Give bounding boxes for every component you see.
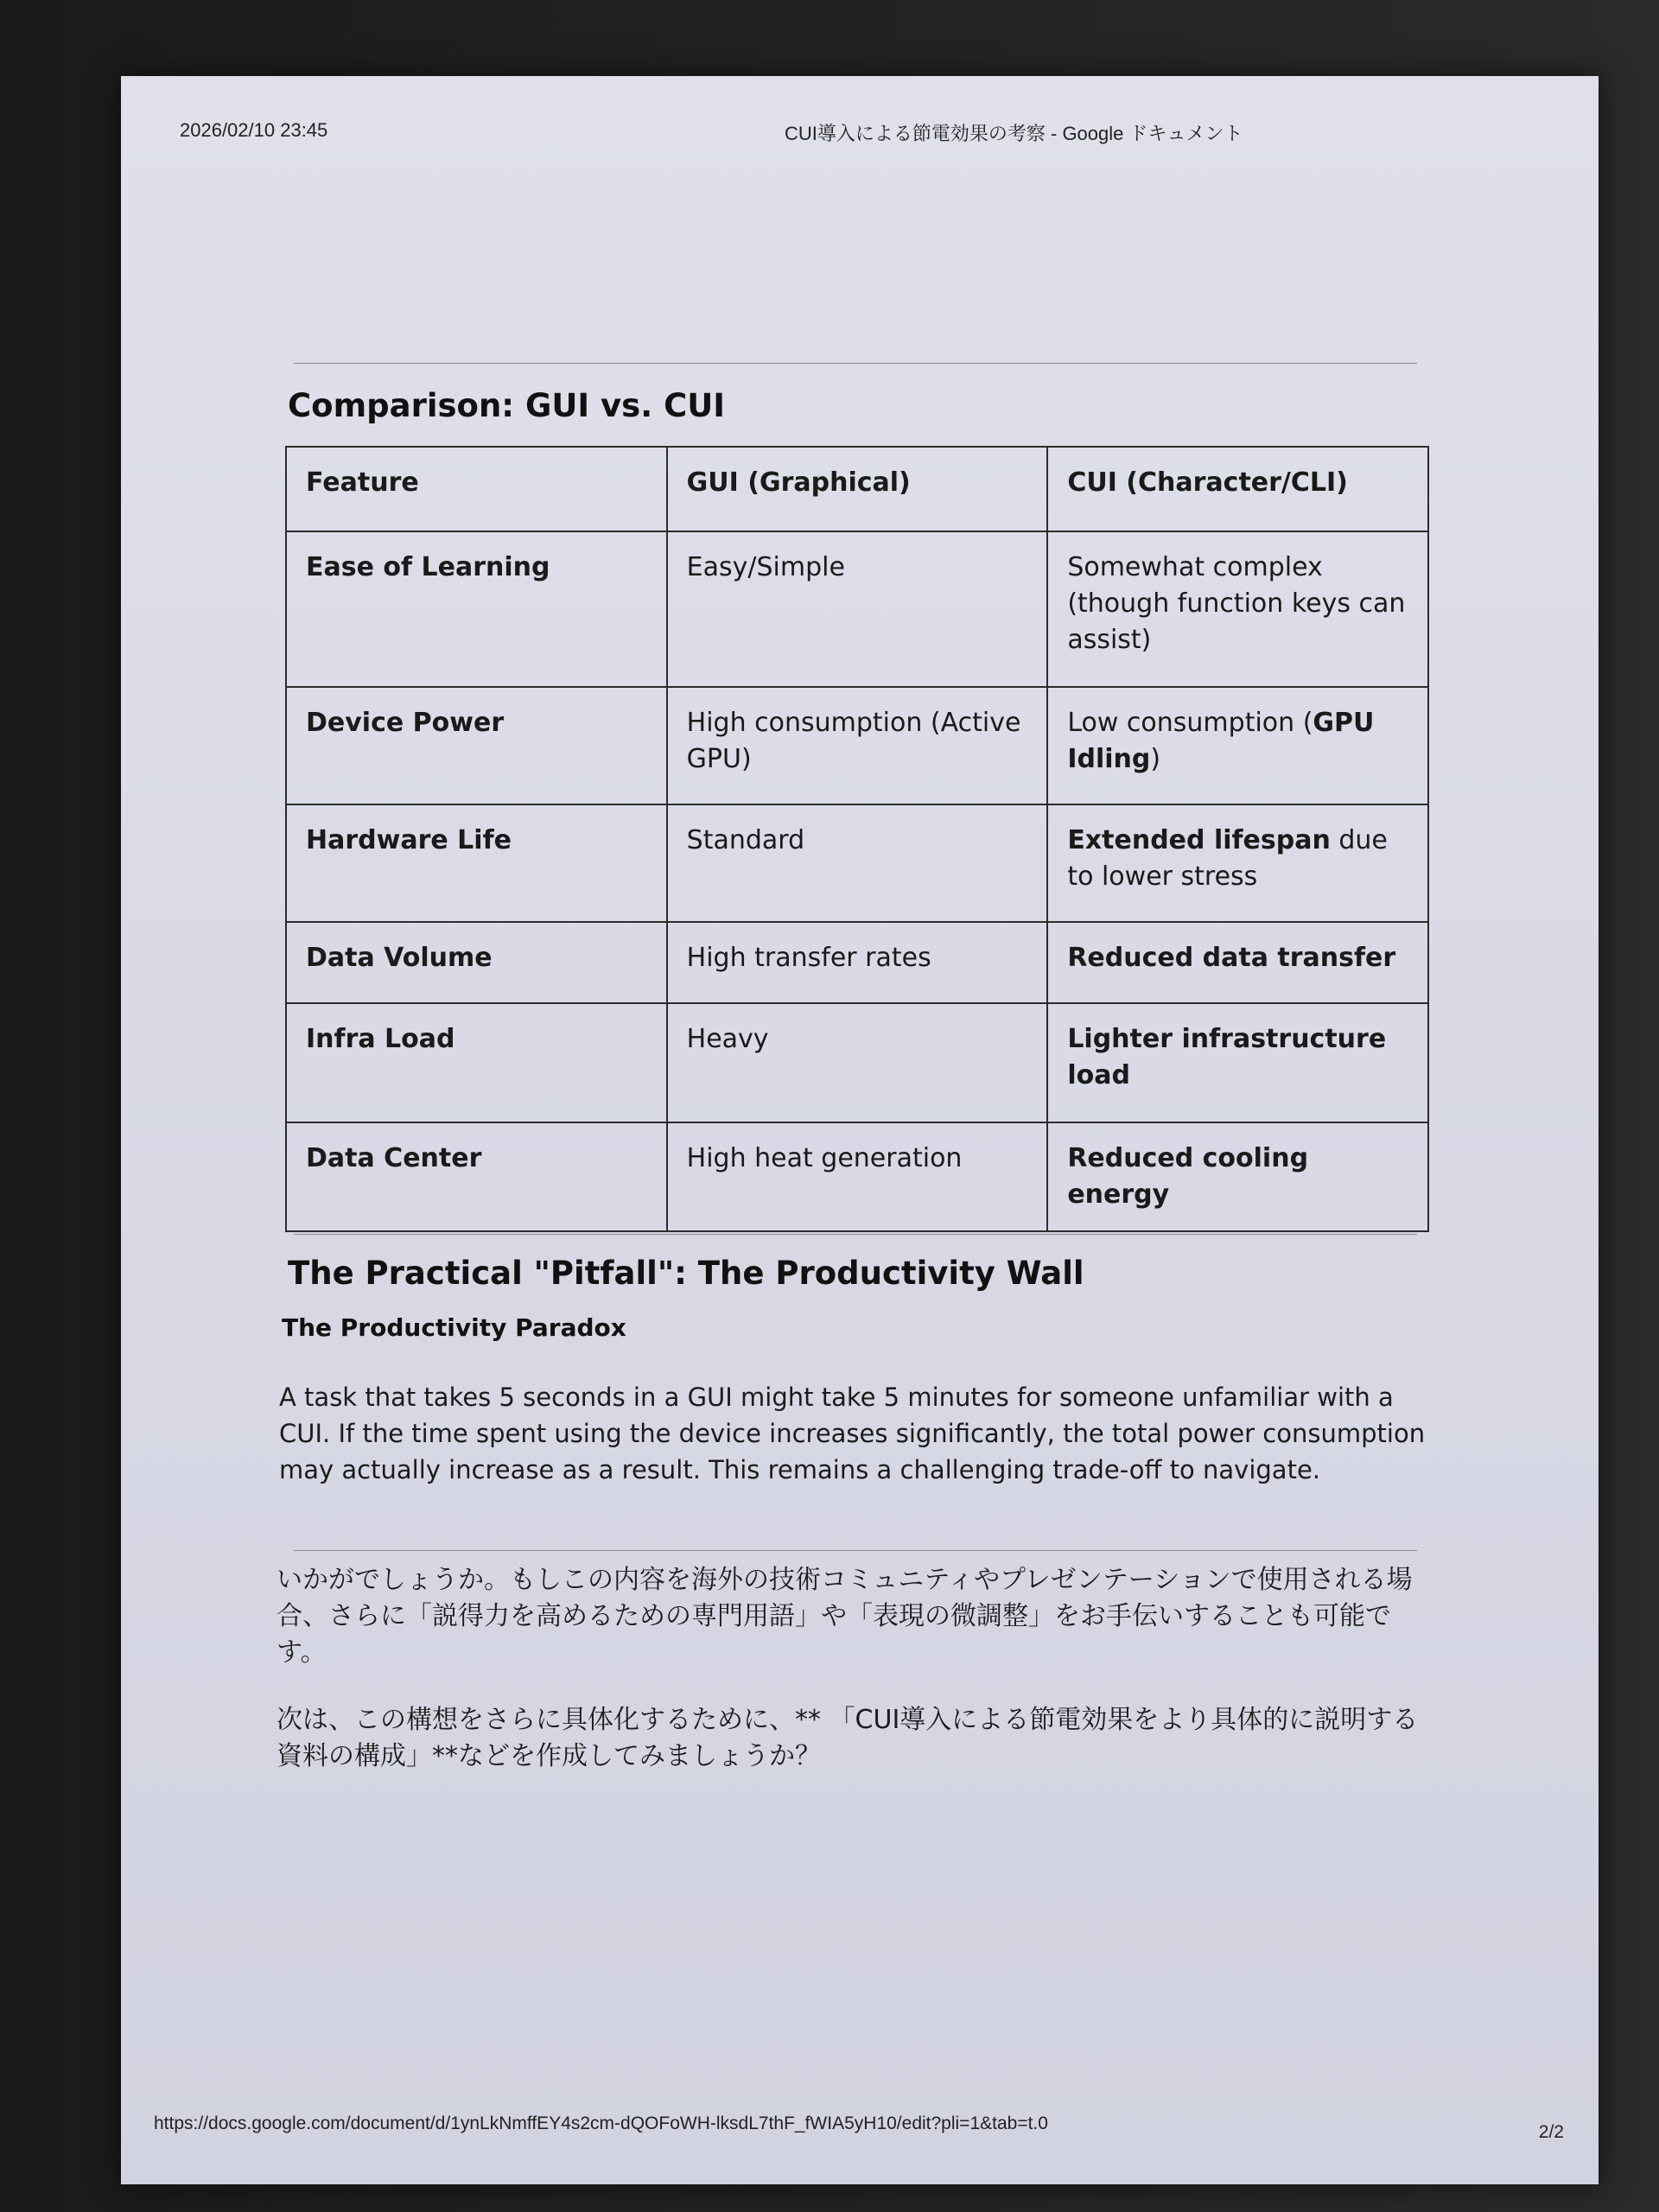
row-cui	[1047, 804, 1428, 922]
cui-text-bold: Extended lifespan	[1067, 825, 1331, 855]
row-feature: Hardware Life	[286, 804, 667, 922]
page-number: 2/2	[1538, 2122, 1564, 2142]
row-gui: Heavy	[667, 1003, 1048, 1122]
divider	[294, 363, 1417, 364]
row-cui	[1047, 687, 1428, 804]
row-gui: High consumption (Active GPU)	[667, 687, 1048, 804]
row-cui: Reduced cooling energy	[1047, 1122, 1428, 1231]
cui-text: )	[1150, 744, 1161, 774]
column-header-feature: Feature	[286, 447, 667, 531]
column-header-cui: CUI (Character/CLI)	[1047, 447, 1428, 531]
closing-paragraph-2: 次は、この構想をさらに具体化するために、** 「CUI導入による節電効果をより具体的に説明する資料の構成」**などを作成してみましょうか？	[276, 1705, 1419, 1771]
row-cui: Reduced data transfer	[1047, 922, 1428, 1003]
pitfall-subheading: The Productivity Paradox	[282, 1313, 626, 1342]
cui-text: Low consumption (	[1067, 708, 1313, 738]
table-header-row	[286, 447, 1428, 531]
comparison-heading: Comparison: GUI vs. CUI	[288, 387, 726, 424]
row-gui: Standard	[667, 804, 1048, 922]
print-date: 2026/02/10 23:45	[180, 119, 328, 141]
comparison-table	[285, 446, 1429, 1232]
table-row	[286, 1003, 1428, 1122]
row-feature: Data Volume	[286, 922, 667, 1003]
row-feature: Data Center	[286, 1122, 667, 1231]
pitfall-paragraph: A task that takes 5 seconds in a GUI might take 5 minutes for someone unfamiliar with a CUI. If the time spent using the device increases significantly, the total power consumption may actually increase as a result. This remains a challenging trade-off to navigate.	[279, 1382, 1426, 1484]
cui-text-bold: GPU Idling	[1067, 708, 1375, 774]
row-cui: Somewhat complex (though function keys can assist)	[1047, 531, 1428, 687]
print-document-title: CUI導入による節電効果の考察 - Google ドキュメント	[785, 123, 1243, 144]
table-row	[286, 1122, 1428, 1231]
column-header-gui: GUI (Graphical)	[667, 447, 1048, 531]
divider	[294, 1550, 1417, 1551]
table-row	[286, 804, 1428, 922]
print-header	[180, 119, 1540, 154]
table-row	[286, 531, 1428, 687]
row-cui: Lighter infrastructure load	[1047, 1003, 1428, 1122]
print-url: https://docs.google.com/document/d/1ynLkNmffEY4s2cm-dQOFoWH-lksdL7thF_fWIA5yH10/edit?pli=1&tab=t.0	[154, 2113, 1048, 2133]
row-gui: High heat generation	[667, 1122, 1048, 1231]
row-feature: Ease of Learning	[286, 531, 667, 687]
printed-page	[121, 76, 1599, 2184]
cui-text: due to lower stress	[1067, 825, 1388, 892]
row-gui: High transfer rates	[667, 922, 1048, 1003]
row-feature: Device Power	[286, 687, 667, 804]
row-feature: Infra Load	[286, 1003, 667, 1122]
table-row	[286, 687, 1428, 804]
pitfall-heading: The Practical "Pitfall": The Productivity Wall	[288, 1255, 1084, 1292]
row-gui: Easy/Simple	[667, 531, 1048, 687]
closing-paragraph-1: いかがでしょうか。もしこの内容を海外の技術コミュニティやプレゼンテーションで使用される場合、さらに「説得力を高めるための専門用語」や「表現の微調整」をお手伝いすることも可能です。	[276, 1565, 1413, 1668]
table-row	[286, 922, 1428, 1003]
divider	[294, 1234, 1417, 1235]
